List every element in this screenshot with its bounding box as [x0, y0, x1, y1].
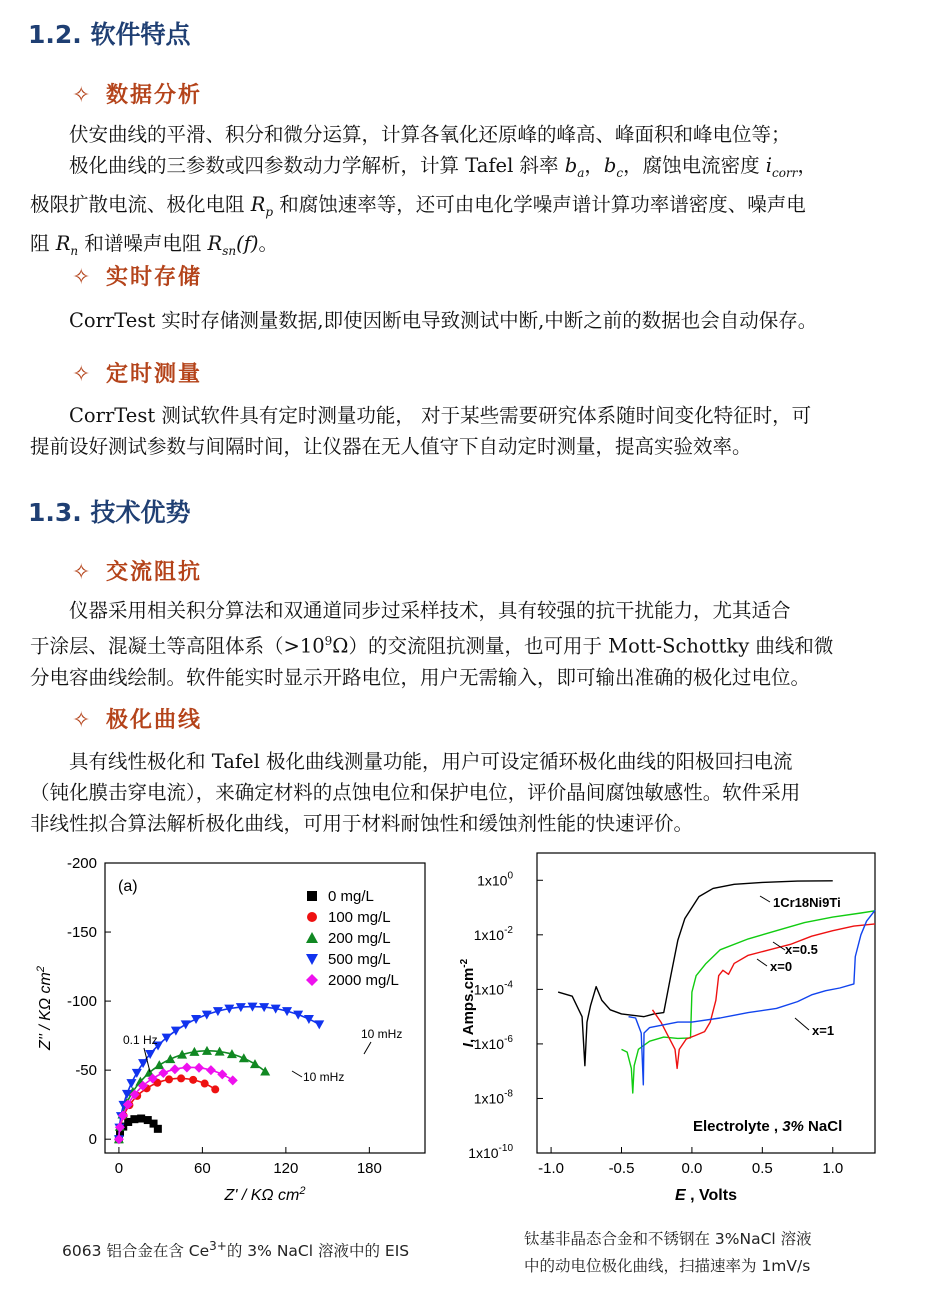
annotation-arrow	[292, 1071, 302, 1077]
text-line: 非线性拟合算法解析极化曲线，可用于材料耐蚀性和缓蚀剂性能的快速评价。	[30, 812, 694, 835]
text-line: CorrTest 实时存储测量数据,即使因断电导致测试中断,中断之前的数据也会自动保存。	[69, 309, 818, 332]
feature-heading-realtime-storage	[72, 260, 202, 291]
data-marker	[228, 1075, 238, 1085]
y-tick-label: 0	[88, 1131, 97, 1149]
feature-title: 数据分析	[106, 82, 203, 108]
text-line: 仪器采用相关积分算法和双通道同步过采样技术，具有较强的抗干扰能力，尤其适合	[69, 599, 791, 622]
electrolyte-annotation: Electrolyte , 3% NaCl	[693, 1118, 843, 1135]
data-marker	[314, 1020, 324, 1029]
eis-nyquist-chart	[20, 848, 460, 1208]
star-bullet-icon: ✧	[72, 560, 93, 585]
star-bullet-icon: ✧	[72, 362, 93, 387]
feature-heading-data-analysis	[72, 78, 202, 109]
x-tick-label: 0.5	[751, 1160, 773, 1177]
text-line: 伏安曲线的平滑、积分和微分运算，计算各氧化还原峰的峰高、峰面积和峰电位等；	[69, 123, 791, 146]
data-marker	[126, 1079, 136, 1088]
x-axis-label: E , Volts	[675, 1187, 737, 1204]
x-tick-label: 120	[273, 1160, 299, 1177]
data-marker	[154, 1125, 162, 1133]
polarization-curve	[622, 911, 876, 1093]
legend-entry: 500 mg/L	[328, 951, 391, 968]
data-marker	[171, 1027, 181, 1036]
star-bullet-icon: ✧	[72, 83, 93, 108]
feature-title: 定时测量	[106, 361, 203, 387]
y-tick-label: $1x10^{-6}$	[473, 1033, 513, 1052]
text-line: 阻 $R_n$ 和谱噪声电阻 $R_{sn}(f)$。	[30, 231, 279, 258]
data-marker	[239, 1053, 249, 1062]
annotation-label: 10 mHz	[303, 1070, 345, 1084]
data-marker	[217, 1069, 227, 1079]
data-marker	[194, 1063, 204, 1073]
data-marker	[211, 1085, 219, 1093]
paragraph-ac-impedance	[30, 595, 928, 693]
y-tick-label: $1x10^{-10}$	[468, 1143, 513, 1161]
feature-title: 极化曲线	[106, 707, 203, 733]
y-tick-label: -200	[66, 855, 97, 872]
x-axis-label: Z' / KΩ $cm^2$	[224, 1185, 306, 1204]
series-label: 1Cr18Ni9Ti	[773, 895, 841, 910]
annotation-arrow	[364, 1042, 371, 1054]
legend-entry: 2000 mg/L	[328, 972, 399, 989]
data-marker	[138, 1059, 148, 1068]
annotation-label: 0.1 Hz	[123, 1033, 158, 1047]
paragraph-data-analysis	[30, 119, 928, 267]
data-marker	[154, 1060, 164, 1069]
paragraph-timed-measure	[30, 400, 928, 462]
data-marker	[201, 1080, 209, 1088]
data-marker	[306, 954, 318, 965]
star-bullet-icon: ✧	[72, 265, 93, 290]
y-tick-label: $1x10^{-4}$	[473, 979, 513, 998]
data-marker	[206, 1065, 216, 1075]
feature-heading-ac-impedance	[72, 555, 202, 586]
text-line: （钝化膜击穿电流），来确定材料的点蚀电位和保护电位，评价晶间腐蚀敏感性。软件采用	[30, 781, 801, 804]
y-axis-label: Z'' / KΩ $cm^2$	[35, 966, 54, 1050]
data-marker	[189, 1076, 197, 1084]
paragraph-polarization	[30, 746, 928, 839]
data-marker	[165, 1054, 175, 1063]
data-marker	[170, 1064, 180, 1074]
feature-title: 交流阻抗	[106, 559, 203, 585]
data-marker	[132, 1069, 142, 1078]
x-tick-label: -1.0	[538, 1160, 565, 1177]
text-line: 极限扩散电流、极化电阻 $R_p$ 和腐蚀速率等，还可由电化学噪声谱计算功率谱密度、噪声电	[30, 192, 806, 219]
panel-label: (a)	[118, 878, 138, 895]
data-marker	[177, 1074, 185, 1082]
y-tick-label: $1x10^0$	[477, 870, 513, 889]
data-marker	[250, 1059, 260, 1068]
data-marker	[181, 1020, 191, 1029]
data-marker	[165, 1075, 173, 1083]
text-line: 分电容曲线绘制。软件能实时显示开路电位，用户无需输入，即可输出准确的极化过电位。	[30, 665, 811, 689]
y-tick-label: -150	[66, 924, 97, 942]
polarization-curve-chart	[455, 848, 895, 1208]
text-line: CorrTest 测试软件具有定时测量功能， 对于某些需要研究体系随时间变化特征时，可	[69, 404, 812, 427]
fit-curve	[119, 1078, 215, 1139]
x-tick-label: 0	[114, 1160, 124, 1177]
data-marker	[307, 912, 317, 922]
caption-left: 6063 铝合金在含 $Ce^{3+}$的 3% NaCl 溶液中的 EIS	[62, 1239, 410, 1261]
y-tick-label: -50	[75, 1062, 97, 1080]
x-tick-label: -0.5	[608, 1160, 635, 1177]
y-tick-label: -100	[66, 993, 97, 1011]
caption-line: 钛基非晶态合金和不锈钢在 3%NaCl 溶液	[524, 1230, 812, 1248]
text-line: 极化曲线的三参数或四参数动力学解析，计算 Tafel 斜率 $b_a$，$b_c$，腐蚀电流密度 $i_{corr}$，	[69, 154, 817, 180]
x-tick-label: 1.0	[822, 1160, 844, 1177]
caption-line: 中的动电位极化曲线，扫描速率为 1mV/s	[524, 1257, 811, 1275]
text-line: 于涂层、混凝土等高阻体系$(>10^9\Omega)$的交流阻抗测量，也可用于 Mott-Schottky 曲线和微	[30, 634, 834, 658]
star-bullet-icon: ✧	[72, 708, 93, 733]
series-label-arrow	[757, 959, 767, 966]
legend-entry: 100 mg/L	[328, 909, 391, 926]
data-marker	[304, 1015, 314, 1024]
x-tick-label: 60	[194, 1160, 211, 1177]
data-marker	[191, 1015, 201, 1024]
series-label: x=0.5	[785, 942, 818, 957]
legend-entry: 200 mg/L	[328, 930, 391, 947]
data-marker	[306, 932, 318, 943]
section-title-1-3: 1.3. 技术优势	[28, 498, 191, 527]
paragraph-realtime-storage	[30, 305, 928, 336]
text-line: 提前设好测试参数与间隔时间，让仪器在无人值守下自动定时测量，提高实验效率。	[30, 435, 752, 458]
feature-heading-polarization	[72, 703, 202, 734]
data-marker	[307, 891, 317, 901]
series-label: x=1	[812, 1023, 835, 1038]
section-title-1-2: 1.2. 软件特点	[28, 20, 191, 49]
series-label-arrow	[760, 896, 770, 902]
y-tick-label: $1x10^{-2}$	[473, 924, 513, 943]
text-line: 具有线性极化和 Tafel 极化曲线测量功能，用户可设定循环极化曲线的阳极回扫电流	[69, 750, 793, 773]
feature-heading-timed-measure	[72, 357, 202, 388]
polarization-curve	[652, 924, 875, 1069]
x-tick-label: 0.0	[681, 1160, 703, 1177]
caption-right	[524, 1226, 812, 1280]
annotation-label: 10 mHz	[361, 1027, 403, 1041]
series-label: x=0	[770, 959, 793, 974]
y-axis-label: I, $Amps.cm^{-2}$	[459, 958, 477, 1048]
feature-title: 实时存储	[106, 264, 203, 290]
legend-entry: 0 mg/L	[328, 888, 374, 905]
data-marker	[182, 1063, 192, 1073]
x-tick-label: 180	[356, 1160, 382, 1177]
polarization-curve	[629, 910, 875, 1085]
data-marker	[306, 974, 318, 986]
series-label-arrow	[795, 1018, 809, 1030]
y-tick-label: $1x10^{-8}$	[473, 1088, 513, 1107]
